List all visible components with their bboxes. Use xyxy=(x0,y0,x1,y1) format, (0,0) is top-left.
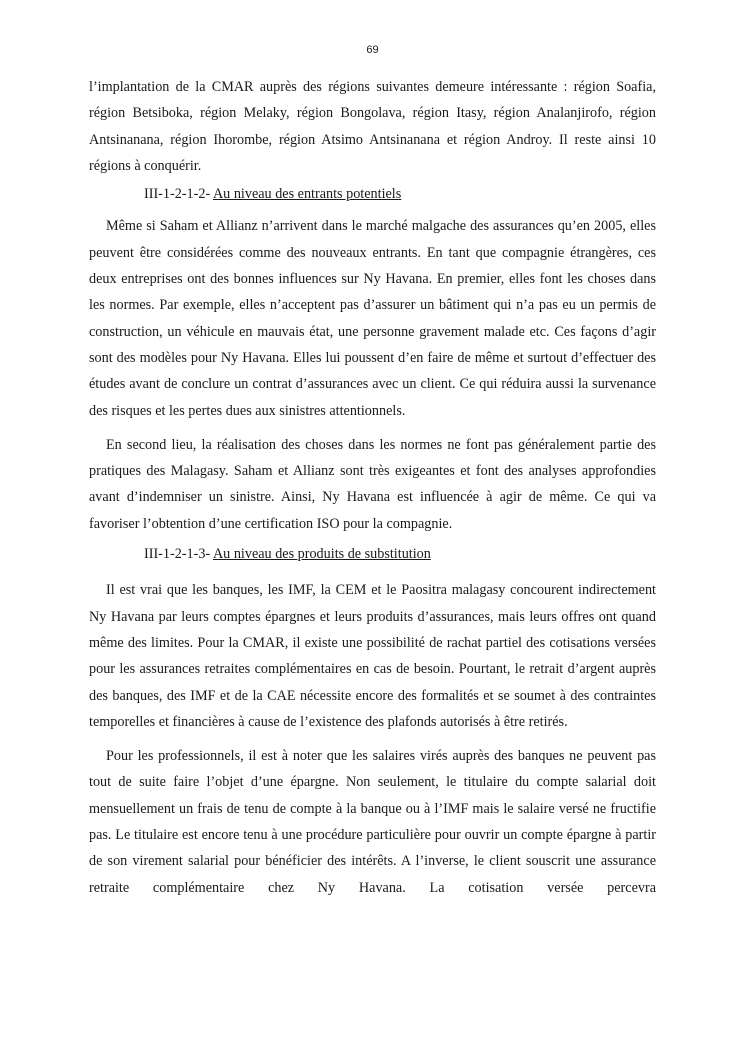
section-heading-entrants xyxy=(89,181,656,207)
section-title: Au niveau des produits de substitution xyxy=(212,546,431,563)
paragraph-entrants-2: En second lieu, la réalisation des choses dans les normes ne font pas généralement partie des pratiques des Malagasy. Saham et Allianz sont très exigeantes et font des analyses approfondies avant d’indemniser un sinistre. Ainsi, Ny Havana est influencée à agir de même. Ce qui va favoriser l’obtention d’une certification ISO pour la compagnie. xyxy=(89,436,656,532)
paragraph-entrants-1: Même si Saham et Allianz n’arrivent dans le marché malgache des assurances qu’en 2005, elles peuvent être considérées comme des nouveaux entrants. En tant que compagnie étrangères, ces deux entreprises ont des bonnes influences sur Ny Havana. En premier, elles font les choses dans les normes. Par exemple, elles n’acceptent pas d’assurer un bâtiment qui n’a pas eu un permis de construction, un véhicule en mauvais état, une personne gravement malade etc. Ces façons d’agir sont des modèles pour Ny Havana. Elles lui poussent d’en faire de même et surtout d’effectuer des études avant de conclure un contrat d’assurances avec un client. Ce qui réduira aussi la survenance des risques et les pertes dues aux sinistres attentionnels. xyxy=(89,218,656,419)
paragraph-substitution-1: Il est vrai que les banques, les IMF, la CEM et le Paositra malagasy concourent indirectement Ny Havana par leurs comptes épargnes et leurs produits d’assurances, mais leurs offres ont quand même des limites. Pour la CMAR, il existe une possibilité de rachat partiel des cotisations versées pour les assurances retraites complémentaires en cas de besoin. Pourtant, le retrait d’argent auprès des banques, des IMF et de la CAE nécessite encore des formalités et se soumet à des contraintes temporelles et financières à cause de l’existence des plafonds autorisés à être retirés. xyxy=(89,582,656,730)
section-heading-substitution xyxy=(89,541,656,567)
paragraph-continuation: l’implantation de la CMAR auprès des régions suivantes demeure intéressante : région Soafia, région Betsiboka, région Melaky, région Bongolava, région Itasy, région Analanjirofo, région Antsinanana, région Ihorombe, région Atsimo Antsinanana et région Androy. Il reste ainsi 10 régions à conquérir. xyxy=(89,79,656,174)
paragraph-substitution-2: Pour les professionnels, il est à noter que les salaires virés auprès des banques ne peuvent pas tout de suite faire l’objet d’une épargne. Non seulement, le titulaire du compte salarial doit mensuellement un frais de tenu de compte à la banque ou à l’IMF mais le salaire versé ne fructifie pas. Le titulaire est encore tenu à une procédure particulière pour ouvrir un compte épargne à partir de son virement salarial pour bénéficier des intérêts. A l’inverse, le client souscrit une assurance retraite complémentaire chez Ny Havana. La cotisation versée percevra xyxy=(89,748,656,896)
section-number: III-1-2-1-2- xyxy=(144,186,211,203)
section-number: III-1-2-1-3- xyxy=(144,546,211,563)
document-body xyxy=(89,74,656,901)
section-title: Au niveau des entrants potentiels xyxy=(212,186,402,203)
page-number: 69 xyxy=(366,44,379,56)
